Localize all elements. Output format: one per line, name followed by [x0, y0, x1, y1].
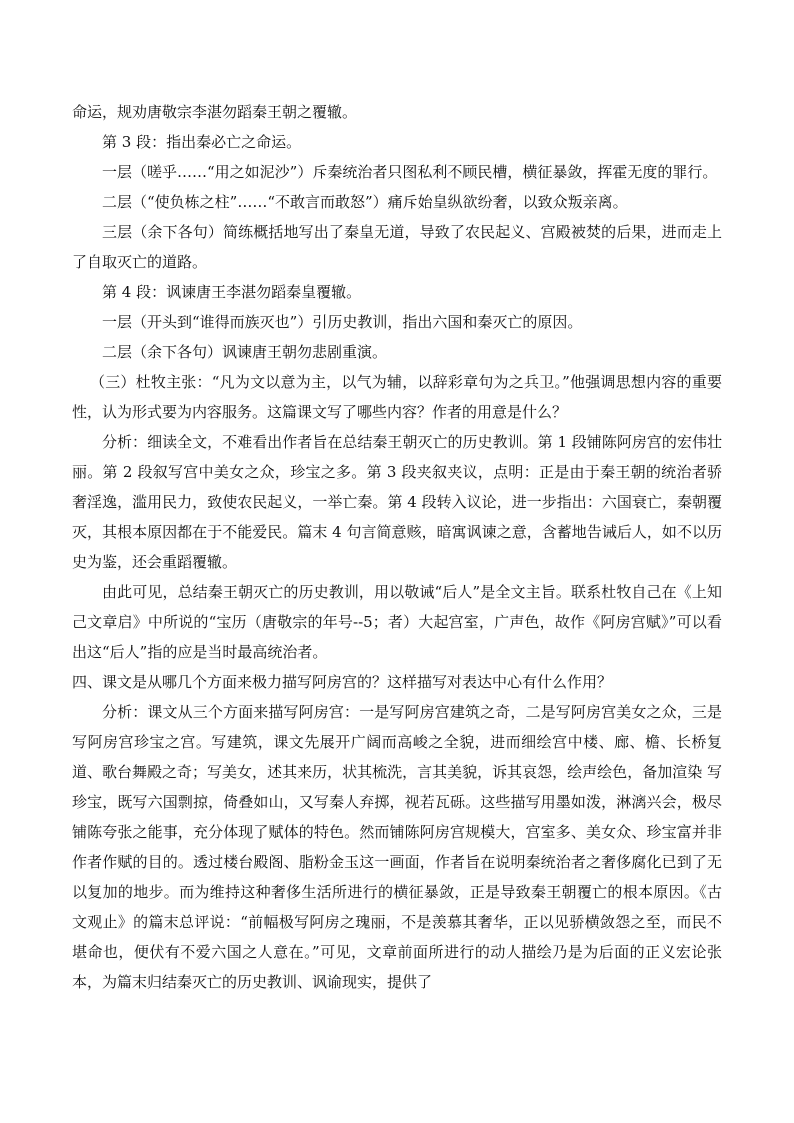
paragraph-p11: 由此可见，总结秦王朝灭亡的历史教训，用以敬诫“后人”是全文主旨。联系杜牧自己在《上知己文章启》中所说的“宝历（唐敬宗的年号--5；者）大起宫室，广声色，故作《阿房宫赋》”可以看出这“后人”指的应是当时最高统治者。	[72, 583, 722, 661]
paragraph-p01: 命运，规劝唐敬宗李湛勿蹈秦王朝之覆辙。	[72, 103, 358, 121]
paragraph-p13: 分析：课文从三个方面来描写阿房宫：一是写阿房宫建筑之奇，二是写阿房宫美女之众，三是写阿房宫珍宝之宫。写建筑，课文先展开广阔而高峻之全貌，进而细绘宫中楼、廊、檐、长桥复道、歌台舞殿之奇；写美女，述其来历，状其梳洗，言其美貌，诉其哀怨，绘声绘色，备加渲染 写珍宝，既写六国剽掠，倚叠如山，又写秦人弃掷，视若瓦砾。这些描写用墨如泼，淋漓兴会，极尽铺陈夸张之能事，充分体现了赋体的特色。然而铺陈阿房宫规模大，宫室多、美女众、珍宝富并非作者作赋的目的。透过楼台殿阁、脂粉金玉这一画面，作者旨在说明秦统治者之奢侈腐化已到了无以复加的地步。而为维持这种奢侈生活所进行的横征暴敛，正是导致秦王朝覆亡的根本原因。《古文观止》的篇末总评说：“前幅极写阿房之瑰丽，不是羡慕其奢华，正以见骄横敛怨之至，而民不堪命也，便伏有不爱六国之人意在。”可见，文章前面所进行的动人描绘乃是为后面的正义宏论张本，为篇末归结秦灭亡的历史教训、讽谕现实，提供了	[72, 703, 722, 991]
paragraph-p09: （三）杜牧主张：“凡为文以意为主，以气为辅，以辞彩章句为之兵卫。”他强调思想内容的重要性，认为形式要为内容服务。这篇课文写了哪些内容？作者的用意是什么？	[72, 373, 722, 421]
paragraph-p02: 第 3 段：指出秦必亡之命运。	[102, 133, 302, 151]
paragraph-p05: 三层（余下各句）简练概括地写出了秦皇无道，导致了农民起义、宫殿被焚的后果，进而走上了自取灭亡的道路。	[72, 223, 722, 271]
paragraph-p10: 分析：细读全文，不难看出作者旨在总结秦王朝灭亡的历史教训。第 1 段铺陈阿房宫的宏伟壮丽。第 2 段叙写宫中美女之众，珍宝之多。第 3 段夹叙夹议，点明：正是由于秦王朝的统治者骄奢淫逸，滥用民力，致使农民起义，一举亡秦。第 4 段转入议论，进一步指出：六国衰亡，秦朝覆灭，其根本原因都在于不能爱民。篇末 4 句言简意赅，暗寓讽谏之意，含蓄地告诫后人，如不以历史为鉴，还会重蹈覆辙。	[72, 433, 722, 571]
paragraph-p06: 第 4 段：讽谏唐王李湛勿蹈秦皇覆辙。	[102, 283, 362, 301]
paragraph-p08: 二层（余下各句）讽谏唐王朝勿悲剧重演。	[102, 343, 388, 361]
paragraph-p12: 四、课文是从哪几个方面来极力描写阿房宫的？这样描写对表达中心有什么作用？	[72, 673, 613, 691]
paragraph-p07: 一层（开头到“谁得而族灭也”）引历史教训，指出六国和秦灭亡的原因。	[102, 313, 583, 331]
paragraph-p04: 二层（“使负栋之柱”……“不敢言而敢怒”）痛斥始皇纵欲纷奢，以致众叛亲离。	[102, 193, 628, 211]
paragraph-p03: 一层（嗟乎……“用之如泥沙”）斥秦统治者只图私利不顾民槽，横征暴敛，挥霍无度的罪行。	[102, 163, 718, 181]
